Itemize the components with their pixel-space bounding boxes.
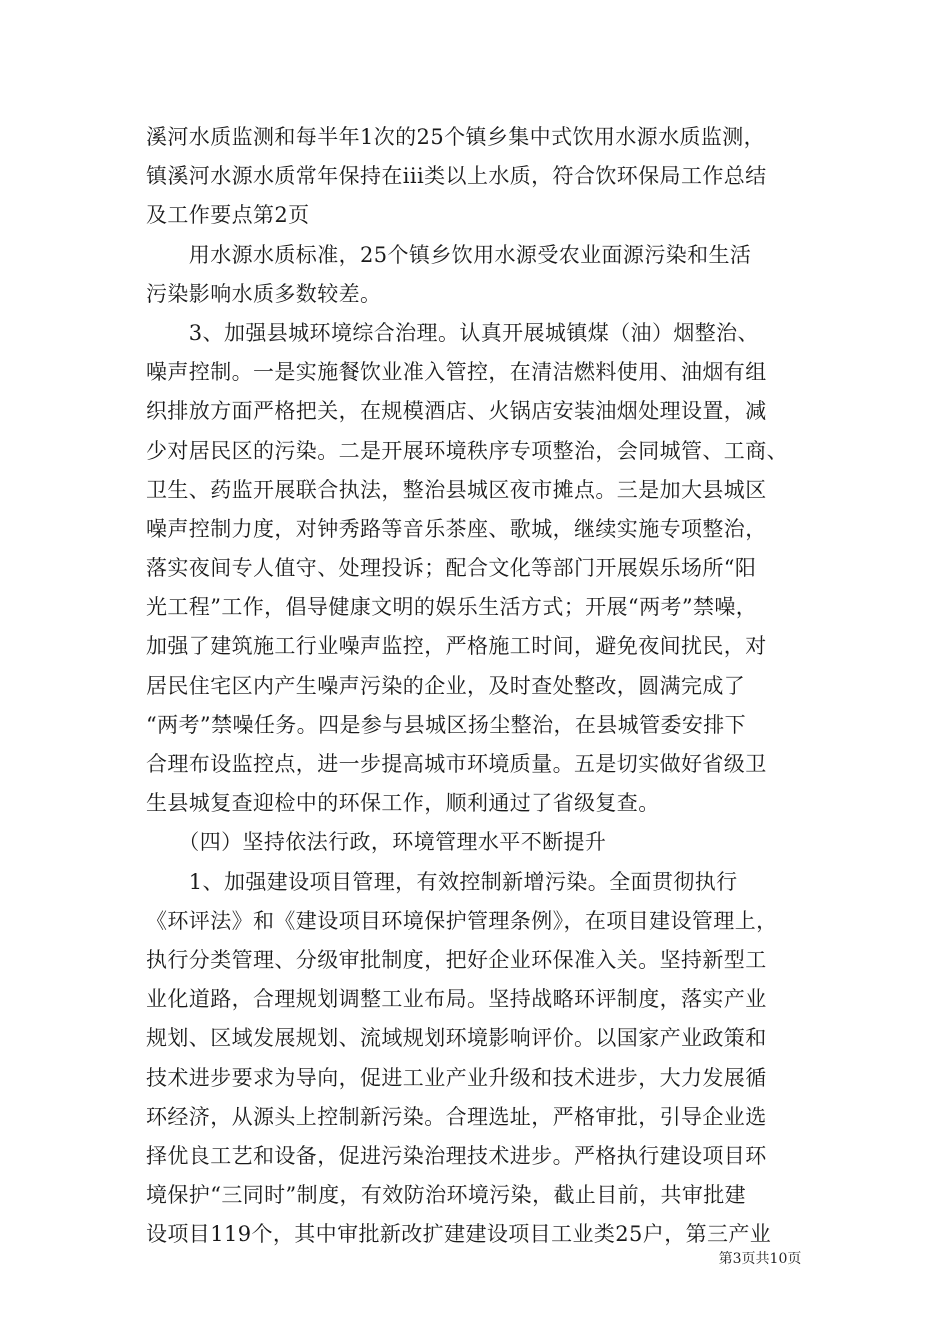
text-line: 3、加强县城环境综合治理。认真开展城镇煤（油）烟整治、 — [146, 320, 759, 345]
text-line: “两考”禁噪任务。四是参与县城区扬尘整治，在县城管委安排下 — [146, 712, 747, 737]
text-line: 加强了建筑施工行业噪声监控，严格施工时间，避免夜间扰民，对 — [146, 634, 767, 659]
text-line: 择优良工艺和设备，促进污染治理技术进步。严格执行建设项目环 — [146, 1143, 767, 1168]
text-line: 执行分类管理、分级审批制度，把好企业环保准入关。坚持新型工 — [146, 947, 767, 972]
text-line: 光工程”工作，倡导健康文明的娱乐生活方式；开展“两考”禁噪， — [146, 595, 758, 620]
text-line: 噪声控制力度，对钟秀路等音乐茶座、歌城，继续实施专项整治， — [146, 516, 767, 541]
text-line: 及工作要点第2页 — [146, 203, 310, 228]
text-line: 设项目119个，其中审批新改扩建建设项目工业类25户，第三产业 — [146, 1222, 772, 1247]
text-line: 规划、区域发展规划、流域规划环境影响评价。以国家产业政策和 — [146, 1026, 767, 1051]
text-line: 织排放方面严格把关，在规模酒店、火锅店安装油烟处理设置，减 — [146, 399, 767, 424]
text-line: 《环评法》和《建设项目环境保护管理条例》，在项目建设管理上， — [146, 908, 778, 933]
text-line: 卫生、药监开展联合执法，整治县城区夜市摊点。三是加大县城区 — [146, 477, 767, 502]
text-line: 居民住宅区内产生噪声污染的企业，及时查处整改，圆满完成了 — [146, 673, 746, 698]
text-line: 合理布设监控点，进一步提高城市环境质量。五是切实做好省级卫 — [146, 752, 767, 776]
text-line: 少对居民区的污染。二是开展环境秩序专项整治，会同城管、工商、 — [146, 438, 788, 463]
text-line: 用水源水质标准，25个镇乡饮用水源受农业面源污染和生活 — [146, 242, 752, 267]
text-line: 环经济，从源头上控制新污染。合理选址，严格审批，引导企业选 — [146, 1104, 767, 1129]
text-line: 污染影响水质多数较差。 — [146, 281, 382, 306]
text-line: 溪河水质监测和每半年1次的25个镇乡集中式饮用水源水质监测， — [146, 125, 766, 149]
text-line: 1、加强建设项目管理，有效控制新增污染。全面贯彻执行 — [146, 869, 738, 894]
text-line: 境保护“三同时”制度，有效防治环境污染，截止目前，共审批建 — [146, 1183, 747, 1208]
section-heading: （四）坚持依法行政，环境管理水平不断提升 — [146, 830, 607, 855]
text-line: 业化道路，合理规划调整工业布局。坚持战略环评制度，落实产业 — [146, 987, 767, 1012]
page-number: 第3页共10页 — [718, 1251, 802, 1267]
text-line: 镇溪河水源水质常年保持在iii类以上水质，符合饮环保局工作总结 — [146, 164, 767, 189]
text-line: 落实夜间专人值守、处理投诉；配合文化等部门开展娱乐场所“阳 — [146, 556, 757, 581]
body-text — [146, 118, 818, 1254]
text-line: 技术进步要求为导向，促进工业产业升级和技术进步，大力发展循 — [146, 1065, 767, 1090]
text-line: 生县城复查迎检中的环保工作，顺利通过了省级复查。 — [146, 791, 660, 816]
text-line: 噪声控制。一是实施餐饮业准入管控，在清洁燃料使用、油烟有组 — [146, 360, 767, 385]
